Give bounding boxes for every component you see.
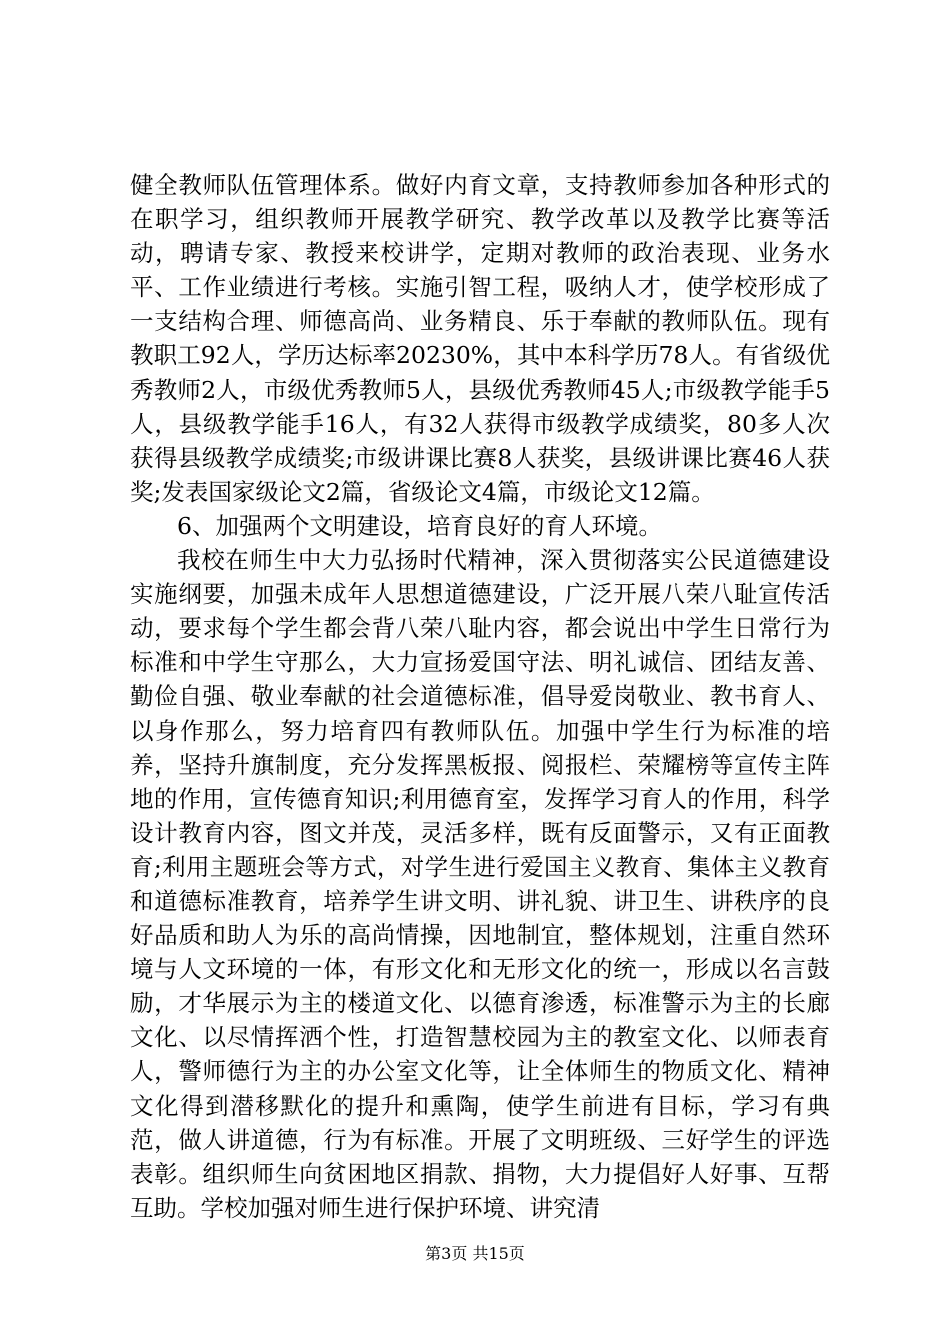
- paragraph-moral-education: 我校在师生中大力弘扬时代精神，深入贯彻落实公民道德建设实施纲要，加强未成年人思想道德建设，广泛开展八荣八耻宣传活动，要求每个学生都会背八荣八耻内容，都会说出中学生日常行为标准和中学生守那么，大力宣扬爱国守法、明礼诚信、团结友善、勤俭自强、敬业奉献的社会道德标准，倡导爱岗敬业、教书育人、以身作那么，努力培育四有教师队伍。加强中学生行为标准的培养，坚持升旗制度，充分发挥黑板报、阅报栏、荣耀榜等宣传主阵地的作用，宣传德育知识;利用德育室，发挥学习育人的作用，科学设计教育内容，图文并茂，灵活多样，既有反面警示，又有正面教育;利用主题班会等方式，对学生进行爱国主义教育、集体主义教育和道德标准教育，培养学生讲文明、讲礼貌、讲卫生、讲秩序的良好品质和助人为乐的高尚情操，因地制宜，整体规划，注重自然环境与人文环境的一体，有形文化和无形文化的统一，形成以名言鼓励，才华展示为主的楼道文化、以德育渗透，标准警示为主的长廊文化、以尽情挥洒个性，打造智慧校园为主的教室文化、以师表育人，警师德行为主的办公室文化等，让全体师生的物质文化、精神文化得到潜移默化的提升和熏陶，使学生前进有目标，学习有典范，做人讲道德，行为有标准。开展了文明班级、三好学生的评选表彰。组织师生向贫困地区捐款、捐物，大力提倡好人好事、互帮互助。学校加强对师生进行保护环境、讲究清: [130, 546, 830, 1222]
- paragraph-teacher-team: 健全教师队伍管理体系。做好内育文章，支持教师参加各种形式的在职学习，组织教师开展教学研究、教学改革以及教学比赛等活动，聘请专家、教授来校讲学，定期对教师的政治表现、业务水平、工作业绩进行考核。实施引智工程，吸纳人才，使学校形成了一支结构合理、师德高尚、业务精良、乐于奉献的教师队伍。现有教职工92人，学历达标率20230%，其中本科学历78人。有省级优秀教师2人，市级优秀教师5人，县级优秀教师45人;市级教学能手5人，县级教学能手16人，有32人获得市级教学成绩奖，80多人次获得县级教学成绩奖;市级讲课比赛8人获奖，县级讲课比赛46人获奖;发表国家级论文2篇，省级论文4篇，市级论文12篇。: [130, 171, 830, 506]
- body-text: [130, 168, 830, 1225]
- section-heading-civilization: 6、加强两个文明建设，培育良好的育人环境。: [177, 511, 662, 540]
- page-number-footer: 第3页 共15页: [425, 1244, 525, 1263]
